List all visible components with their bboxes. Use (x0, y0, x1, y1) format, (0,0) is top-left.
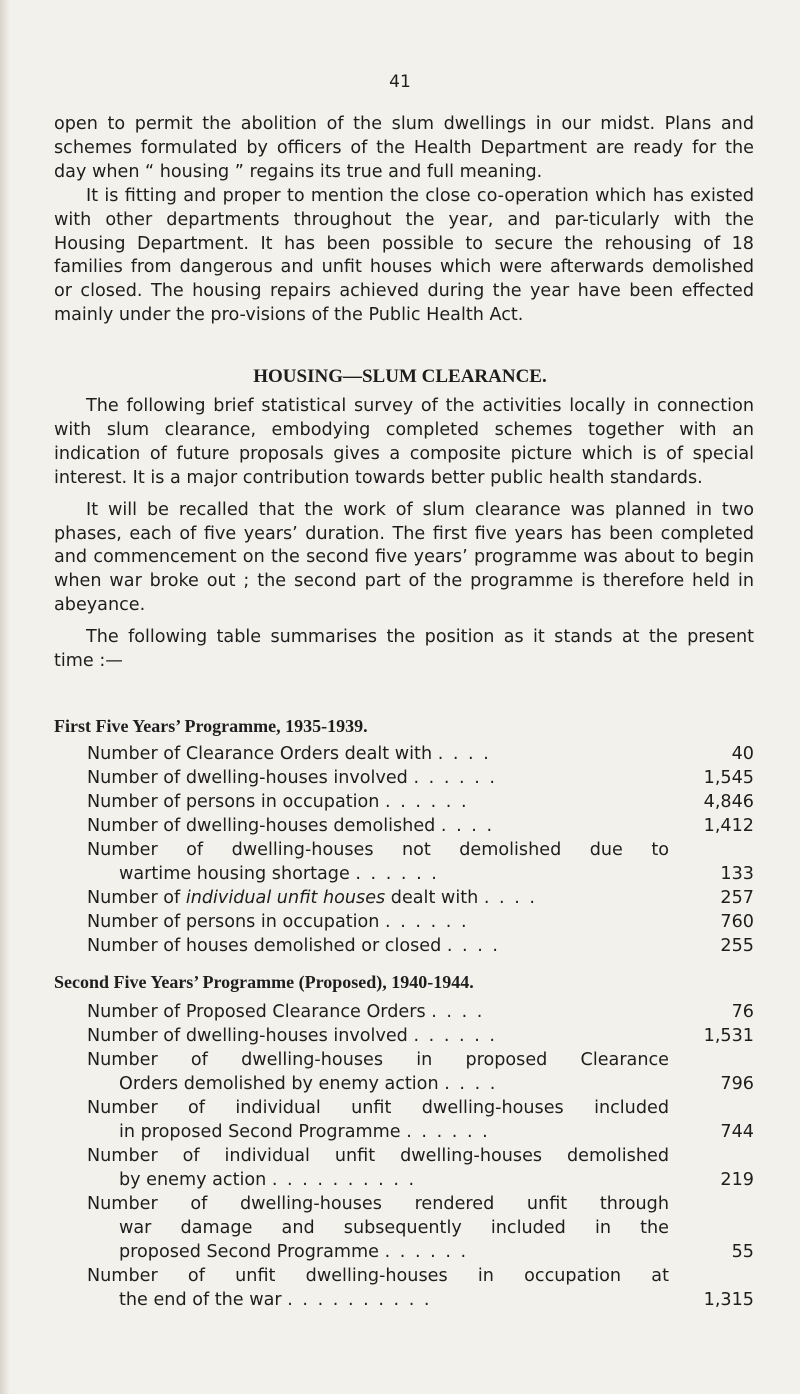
paragraph: It is fitting and proper to mention the close co-operation which has existed with other departments throughout the year, and par-ticularly with the Housing Department. It has been possible to secure the rehousing of 18 families from dangerous and unfit houses which were afterwards demolished or closed. The housing repairs achieved during the year have been effected mainly under the pro-visions of the Public Health Act. (54, 185, 754, 326)
row-value: 744 (720, 1122, 754, 1142)
paragraph: open to permit the abolition of the slum dwellings in our midst. Plans and schemes formulated by officers of the Health Department are ready for the day when “ housing ” regains its true and full meaning. (54, 114, 754, 182)
table-row: Number of houses demolished or closed . . . . 255 (87, 936, 754, 956)
first-programme-title: First Five Years’ Programme, 1935-1939. (54, 716, 368, 736)
table-row: Number of individual unfit dwelling-houses included in proposed Second Programme . . . . . . 744 (87, 1098, 754, 1142)
section-heading: HOUSING—SLUM CLEARANCE. (253, 366, 547, 387)
table-row: Number of unfit dwelling-houses in occupation at the end of the war . . . . . . . . . . 1,315 (87, 1266, 754, 1310)
paragraph: The following table summarises the position as it stands at the present time :— (54, 627, 754, 672)
table-row: Number of dwelling-houses in proposed Clearance Orders demolished by enemy action . . . . 796 (87, 1050, 754, 1094)
row-value: 219 (720, 1170, 754, 1190)
survey-text (54, 395, 754, 674)
row-value: 760 (720, 912, 754, 932)
row-value: 255 (720, 936, 754, 956)
row-value: 40 (731, 744, 754, 764)
table-row: Number of dwelling-houses demolished . . . . 1,412 (87, 816, 754, 836)
row-value: 257 (720, 888, 754, 908)
row-value: 4,846 (703, 792, 754, 812)
page-spine-shadow (0, 0, 10, 1394)
page-number: 41 (389, 72, 411, 92)
table-row: Number of dwelling-houses rendered unfit through war damage and subsequently included in the proposed Second Programme . . . . . . 55 (87, 1194, 754, 1262)
table-row: Number of dwelling-houses involved . . . . . . 1,545 (87, 768, 754, 788)
intro-text (54, 113, 754, 328)
paragraph: It will be recalled that the work of slum clearance was planned in two phases, each of five years’ duration. The first five years has been completed and commencement on the second five years’ programme was about to begin when war broke out ; the second part of the programme is therefore held in abeyance. (54, 499, 754, 616)
row-value: 1,545 (703, 768, 754, 788)
table-row: Number of Clearance Orders dealt with . . . . 40 (87, 744, 754, 764)
table-row: Number of individual unfit houses dealt with . . . . 257 (87, 888, 754, 908)
table-row: Number of persons in occupation . . . . . . 760 (87, 912, 754, 932)
row-value: 1,412 (703, 816, 754, 836)
row-value: 133 (720, 864, 754, 884)
table-row: Number of dwelling-houses involved . . . . . . 1,531 (87, 1026, 754, 1046)
row-value: 76 (731, 1002, 754, 1022)
row-value: 1,531 (703, 1026, 754, 1046)
row-value: 1,315 (703, 1290, 754, 1310)
table-row: Number of Proposed Clearance Orders . . . . 76 (87, 1002, 754, 1022)
paragraph: The following brief statistical survey of the activities locally in connection with slum clearance, embodying completed schemes together with an indication of future proposals gives a composite picture which is of special interest. It is a major contribution towards better public health standards. (54, 396, 754, 488)
table-row: Number of dwelling-houses not demolished due to wartime housing shortage . . . . . . 133 (87, 840, 754, 884)
row-value: 55 (731, 1242, 754, 1262)
second-programme-title: Second Five Years’ Programme (Proposed), 1940-1944. (54, 972, 474, 992)
table-row: Number of persons in occupation . . . . . . 4,846 (87, 792, 754, 812)
row-value: 796 (720, 1074, 754, 1094)
table-row: Number of individual unfit dwelling-houses demolished by enemy action . . . . . . . . . . 219 (87, 1146, 754, 1190)
